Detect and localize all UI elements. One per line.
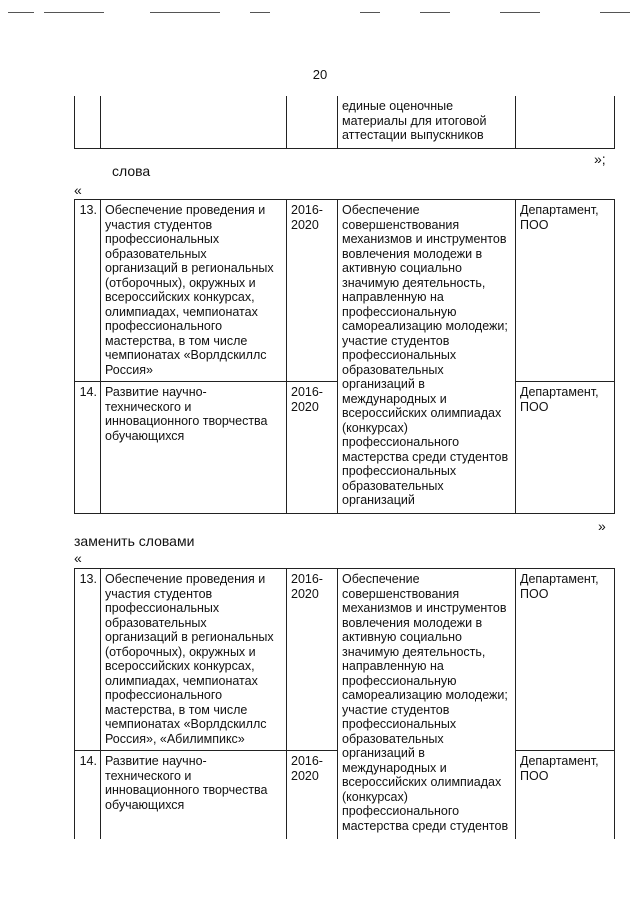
years-cell	[287, 569, 338, 751]
text-line: 2016-	[291, 385, 323, 399]
text-line: мастерства, в том числе	[105, 702, 248, 717]
text-line: всероссийских олимпиадах	[342, 775, 502, 789]
text-line: материалы для итоговой	[342, 113, 487, 128]
text-line: чемпионатах «Ворлдскиллс	[105, 348, 267, 362]
text-line: всероссийских конкурсах,	[105, 659, 255, 673]
scan-top-border	[150, 12, 220, 13]
row-number: 14.	[75, 751, 101, 839]
replace-label: заменить словами	[74, 533, 195, 549]
text-line: профессиональных	[105, 601, 220, 615]
text-line: Обеспечение	[342, 203, 420, 217]
row-number: 13.	[75, 569, 101, 751]
text-line: технического и	[105, 399, 192, 414]
text-line: образовательных	[105, 246, 207, 261]
text-line: значимую деятельность,	[342, 644, 486, 659]
text-line: участие студентов	[342, 333, 450, 348]
text-line: инновационного творчества	[105, 414, 268, 428]
text-line: образовательных	[342, 362, 444, 377]
text-line: 2020	[291, 768, 319, 783]
text-line: 2016-	[291, 203, 323, 217]
text-line: участия студентов	[105, 217, 213, 232]
text-line: обучающихся	[105, 428, 185, 443]
text-line: профессиональных	[342, 464, 457, 478]
text-line: 2020	[291, 586, 319, 601]
text-line: Департамент,	[520, 754, 599, 768]
text-line: технического и	[105, 768, 192, 783]
old-wording-table	[74, 199, 615, 514]
text-line: механизмов и инструментов	[342, 601, 507, 615]
executor-cell	[516, 569, 615, 751]
text-line: 2020	[291, 399, 319, 414]
executor-cell	[516, 200, 615, 382]
text-line: 2016-	[291, 754, 323, 768]
text-line: 2020	[291, 217, 319, 232]
text-line: (отборочных), окружных и	[105, 644, 256, 659]
event-name-cell	[101, 751, 287, 839]
row-number: 14.	[75, 382, 101, 514]
text-line: вовлечения молодежи в	[342, 246, 483, 261]
event-name-cell	[101, 382, 287, 514]
top-table-result-cell	[338, 96, 516, 148]
text-line: активную социально	[342, 630, 463, 644]
text-line: всероссийских олимпиадах	[342, 406, 502, 420]
table-row	[75, 569, 615, 751]
expected-result-cell	[338, 569, 516, 839]
text-line: организаций в региональных	[105, 630, 274, 644]
top-table-executor-cell	[516, 96, 615, 148]
text-line: совершенствования	[342, 217, 460, 232]
expected-result-cell	[338, 200, 516, 514]
top-table	[74, 96, 615, 149]
scan-top-border	[500, 12, 540, 13]
text-line: ПОО	[520, 399, 549, 414]
row-number: 13.	[75, 200, 101, 382]
text-line: аттестации выпускников	[342, 128, 484, 142]
text-line: вовлечения молодежи в	[342, 615, 483, 630]
scan-top-border	[420, 12, 450, 13]
years-cell	[287, 751, 338, 839]
text-line: профессиональных	[342, 717, 457, 731]
text-line: профессионального	[105, 319, 223, 333]
text-line: профессиональных	[105, 232, 220, 246]
text-line: мастерства, в том числе	[105, 333, 248, 348]
text-line: Развитие научно-	[105, 754, 207, 768]
opening-quote: «	[74, 182, 82, 198]
text-line: направленную на	[342, 659, 444, 673]
text-line: олимпиадах, чемпионатах	[105, 673, 258, 688]
text-line: профессионального	[342, 435, 460, 449]
text-line: направленную на	[342, 290, 444, 304]
text-line: профессионального	[342, 804, 460, 818]
text-line: участие студентов	[342, 702, 450, 717]
text-line: (конкурсах)	[342, 789, 408, 804]
text-line: мастерства среди студентов	[342, 449, 509, 464]
text-line: Обеспечение проведения и	[105, 572, 266, 586]
text-line: международных и	[342, 391, 447, 406]
text-line: Россия», «Абилимпикс»	[105, 731, 245, 746]
scan-top-border	[44, 12, 104, 13]
text-line: международных и	[342, 760, 447, 775]
text-line: Департамент,	[520, 385, 599, 399]
text-line: механизмов и инструментов	[342, 232, 507, 246]
text-line: 2016-	[291, 572, 323, 586]
executor-cell	[516, 382, 615, 514]
text-line: Департамент,	[520, 572, 599, 586]
text-line: ПОО	[520, 768, 549, 783]
text-line: олимпиадах, чемпионатах	[105, 304, 258, 319]
text-line: мастерства среди студентов	[342, 818, 509, 833]
text-line: участия студентов	[105, 586, 213, 601]
text-line: организаций	[342, 493, 415, 507]
table-row	[75, 200, 615, 382]
text-line: Развитие научно-	[105, 385, 207, 399]
text-line: Россия»	[105, 362, 153, 377]
text-line: чемпионатах «Ворлдскиллс	[105, 717, 267, 731]
text-line: Обеспечение	[342, 572, 420, 586]
scan-top-border	[250, 12, 270, 13]
top-table-name-cell	[101, 96, 287, 148]
text-line: профессиональную	[342, 673, 457, 688]
text-line: самореализацию молодежи;	[342, 319, 508, 333]
new-wording-table	[74, 568, 615, 839]
text-line: совершенствования	[342, 586, 460, 601]
text-line: самореализацию молодежи;	[342, 688, 508, 702]
years-cell	[287, 200, 338, 382]
text-line: образовательных	[342, 478, 444, 493]
opening-quote: «	[74, 550, 82, 566]
text-line: единые оценочные	[342, 99, 454, 113]
closing-quote: »;	[594, 151, 606, 167]
text-line: обучающихся	[105, 797, 185, 812]
text-line: организаций в	[342, 746, 425, 760]
event-name-cell	[101, 200, 287, 382]
text-line: всероссийских конкурсах,	[105, 290, 255, 304]
text-line: инновационного творчества	[105, 783, 268, 797]
scan-top-border	[360, 12, 380, 13]
text-line: профессиональных	[342, 348, 457, 362]
top-table-years-cell	[287, 96, 338, 148]
text-line: Департамент,	[520, 203, 599, 217]
text-line: ПОО	[520, 586, 549, 601]
page-number: 20	[312, 67, 328, 82]
executor-cell	[516, 751, 615, 839]
event-name-cell	[101, 569, 287, 751]
text-line: (конкурсах)	[342, 420, 408, 435]
text-line: организаций в региональных	[105, 261, 274, 275]
scan-top-border	[600, 12, 630, 13]
text-line: образовательных	[105, 615, 207, 630]
text-line: (отборочных), окружных и	[105, 275, 256, 290]
text-line: образовательных	[342, 731, 444, 746]
text-line: организаций в	[342, 377, 425, 391]
top-table-num-cell	[75, 96, 101, 148]
text-line: значимую деятельность,	[342, 275, 486, 290]
word-label: слова	[112, 163, 151, 179]
text-line: Обеспечение проведения и	[105, 203, 266, 217]
text-line: профессионального	[105, 688, 223, 702]
text-line: профессиональную	[342, 304, 457, 319]
scan-top-border	[8, 12, 34, 13]
years-cell	[287, 382, 338, 514]
text-line: активную социально	[342, 261, 463, 275]
closing-quote: »	[598, 518, 606, 534]
text-line: ПОО	[520, 217, 549, 232]
